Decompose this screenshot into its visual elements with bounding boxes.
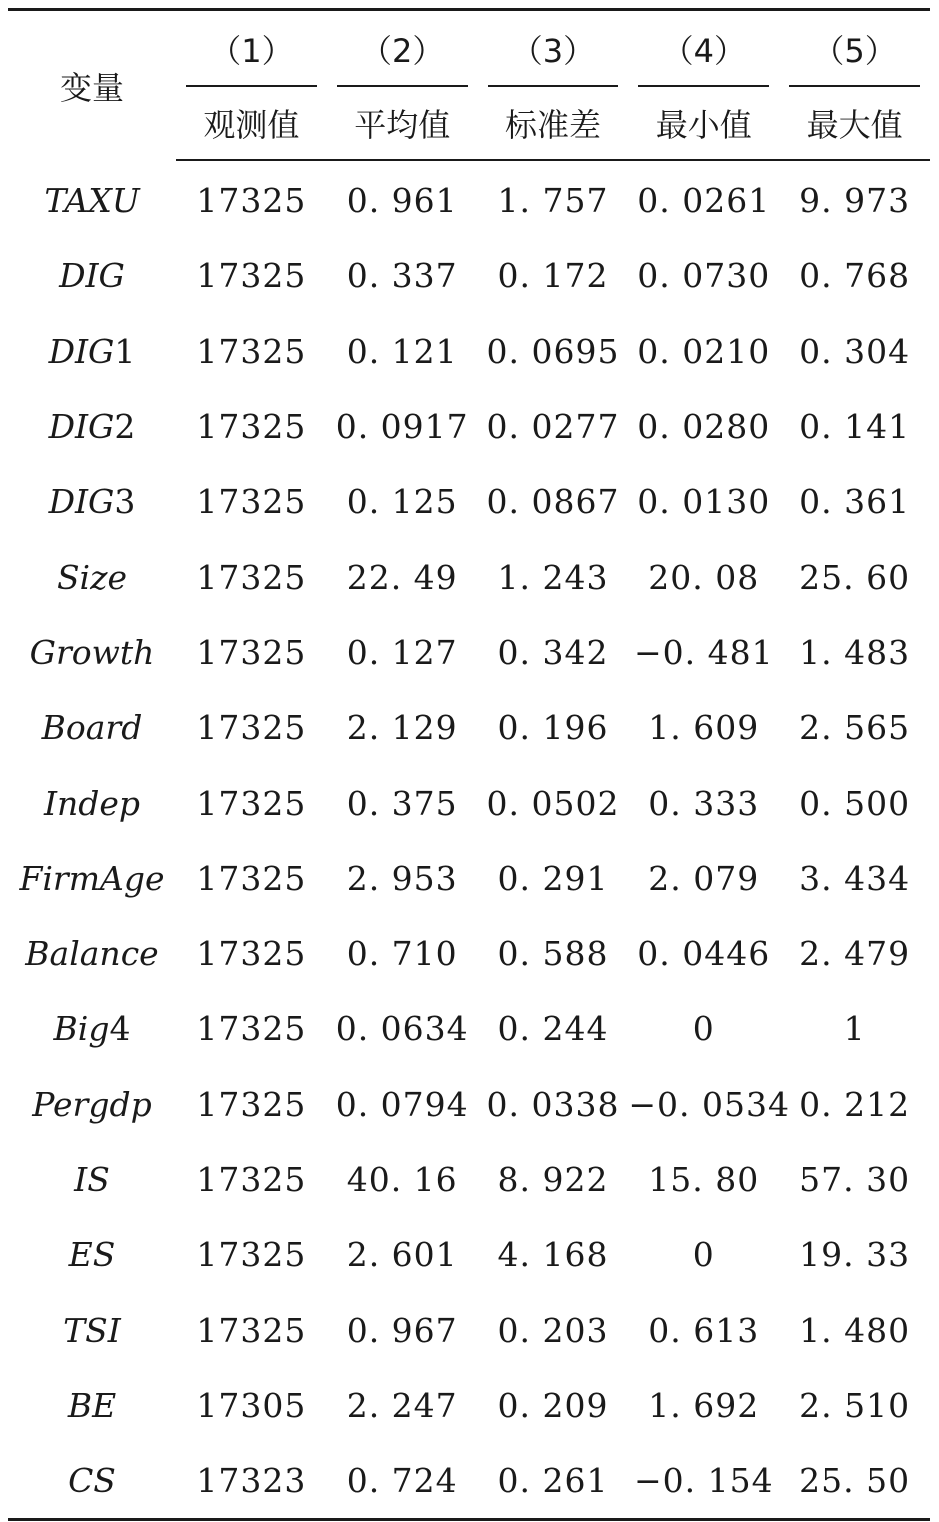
max-cell: 0. 768 [799,256,911,296]
min-cell: 0. 0446 [637,934,771,974]
variable-name-cell [8,841,176,916]
variable-name: Growth [29,632,155,672]
min-cell: 0. 0130 [637,482,771,522]
max-cell: 57. 30 [799,1160,911,1199]
observations-cell: 17325 [196,1310,307,1350]
min-cell: 1. 609 [648,708,760,748]
max-cell: 9. 973 [799,181,911,221]
std-dev-cell: 0. 0277 [486,407,620,447]
variable-name: BE [67,1385,117,1425]
max-cell: 0. 141 [799,407,911,447]
variable-name: Balance [25,934,159,974]
std-dev-cell: 0. 588 [497,934,609,974]
mean-cell: 0. 121 [346,331,458,371]
mean-cell: 40. 16 [346,1160,458,1199]
min-cell: 0. 613 [648,1310,760,1350]
column-index-1-text: （1） [209,32,294,70]
variable-name: CS [68,1461,116,1501]
std-dev-cell: 0. 0867 [486,482,620,522]
variable-name-cell [8,160,176,238]
min-cell: −0. 0534 [628,1084,790,1124]
variable-name: Indep [43,783,141,823]
min-cell: 0. 333 [648,783,760,823]
variable-name-cell [8,1067,176,1142]
variable-suffix: 2 [114,407,136,447]
observations-cell: 17325 [196,708,307,748]
observations-cell: 17325 [196,1009,307,1049]
variable-name-cell [8,1142,176,1217]
variable-name-cell [8,1292,176,1367]
table-row [8,1217,930,1292]
variable-suffix: 3 [114,482,136,522]
max-cell: 2. 565 [799,708,911,748]
mean-cell: 0. 0794 [335,1084,469,1124]
table-row [8,389,930,464]
table-row [8,1067,930,1142]
mean-cell: 0. 127 [346,632,458,672]
std-dev-cell: 8. 922 [497,1160,609,1199]
min-cell: 0. 0280 [637,407,771,447]
variable-name-cell [8,615,176,690]
variable-name-cell [8,464,176,539]
mean-cell: 0. 375 [346,783,458,823]
variable-name: FirmAge [19,858,165,898]
observations-cell: 17325 [196,407,307,447]
column-label-max: 最大值 [779,87,930,160]
mean-cell: 2. 247 [346,1385,458,1425]
column-label-mean: 平均值 [327,87,478,160]
variable-name-cell [8,389,176,464]
descriptive-statistics-table [8,8,930,1521]
column-label-std-dev: 标准差 [478,87,629,160]
std-dev-cell: 0. 0338 [486,1084,620,1124]
observations-cell: 17325 [196,181,307,221]
variable-name: Pergdp [32,1084,152,1124]
std-dev-cell: 1. 757 [497,181,609,221]
variable-name: TSI [63,1310,121,1350]
min-cell: 1. 692 [648,1385,760,1425]
max-cell: 2. 510 [799,1385,911,1425]
max-cell: 1. 480 [799,1310,911,1350]
table-header [8,10,930,161]
mean-cell: 22. 49 [346,557,458,597]
max-cell: 0. 212 [799,1084,911,1124]
std-dev-cell: 0. 203 [497,1310,609,1350]
max-cell: 0. 361 [799,482,911,522]
min-cell: 0. 0210 [637,331,771,371]
max-cell: 25. 60 [799,557,911,597]
variable-name: DIG [48,482,115,522]
observations-cell: 17325 [196,1235,307,1275]
table-row [8,238,930,313]
observations-cell: 17325 [196,331,307,371]
mean-cell: 0. 710 [346,934,458,974]
variable-name: Big [53,1009,110,1049]
mean-cell: 0. 967 [346,1310,458,1350]
variable-suffix: 1 [114,331,136,371]
variable-name: DIG [48,331,115,371]
column-index-3-text: （3） [510,32,596,70]
std-dev-cell: 0. 291 [497,858,609,898]
table-row [8,690,930,765]
column-index-2 [327,10,478,88]
table-row [8,615,930,690]
std-dev-cell: 0. 209 [497,1385,609,1425]
max-cell: 1 [843,1009,866,1049]
mean-cell: 0. 125 [346,482,458,522]
variable-name-cell [8,916,176,991]
table-body [8,160,930,1520]
column-index-1 [176,10,327,88]
std-dev-cell: 1. 243 [497,557,609,597]
variable-suffix: 4 [109,1009,131,1049]
std-dev-cell: 0. 244 [497,1009,609,1049]
table-row [8,1368,930,1443]
table-row [8,539,930,614]
table-row [8,991,930,1066]
column-index-5 [779,10,930,88]
observations-cell: 17305 [196,1385,307,1425]
min-cell: −0. 481 [633,632,774,672]
mean-cell: 0. 961 [346,181,458,221]
min-cell: −0. 154 [628,1443,779,1520]
column-index-3 [478,10,629,88]
variable-name-cell [8,1217,176,1292]
mean-cell: 0. 0634 [335,1009,469,1049]
min-cell: 20. 08 [648,557,760,597]
mean-cell: 2. 953 [346,858,458,898]
std-dev-cell: 0. 0502 [486,783,620,823]
max-cell: 1. 483 [799,632,911,672]
header-row-index [8,10,930,88]
observations-cell: 17325 [196,632,307,672]
table-row [8,1292,930,1367]
std-dev-cell: 0. 196 [497,708,609,748]
mean-cell: 2. 129 [346,708,458,748]
variable-name: DIG [48,407,115,447]
observations-cell: 17325 [196,783,307,823]
std-dev-cell: 0. 342 [497,632,609,672]
observations-cell: 17323 [176,1443,327,1520]
std-dev-cell: 4. 168 [497,1235,609,1275]
max-cell: 19. 33 [799,1235,911,1275]
variable-name: IS [74,1160,110,1199]
column-label-observations: 观测值 [176,87,327,160]
variable-name-cell [8,765,176,840]
std-dev-cell: 0. 261 [478,1443,629,1520]
observations-cell: 17325 [196,256,307,296]
table-row [8,765,930,840]
max-cell: 0. 304 [799,331,911,371]
variable-name: DIG [59,256,125,296]
table-row [8,916,930,991]
variable-name: TAXU [44,180,140,220]
variable-name-cell [8,1443,176,1520]
column-index-4 [628,10,779,88]
observations-cell: 17325 [196,557,307,597]
table-row [8,1443,930,1520]
observations-cell: 17325 [196,482,307,522]
table-row [8,314,930,389]
min-cell: 0 [692,1009,715,1049]
min-cell: 0 [692,1235,715,1275]
variable-name: Size [56,557,128,597]
variable-name-cell [8,1368,176,1443]
std-dev-cell: 0. 0695 [486,331,620,371]
max-cell: 3. 434 [799,858,911,898]
min-cell: 0. 0730 [637,256,771,296]
observations-cell: 17325 [196,1084,307,1124]
variable-name: ES [68,1235,116,1275]
max-cell: 25. 50 [779,1443,930,1520]
table-row [8,464,930,539]
table-row [8,841,930,916]
table-row [8,160,930,238]
variable-name-cell [8,539,176,614]
min-cell: 0. 0261 [637,181,771,221]
std-dev-cell: 0. 172 [497,256,609,296]
column-index-5-text: （5） [812,32,897,70]
mean-cell: 0. 337 [346,256,458,296]
min-cell: 15. 80 [648,1160,760,1199]
table-row [8,1142,930,1217]
mean-cell: 0. 0917 [335,407,469,447]
variable-name-cell [8,991,176,1066]
max-cell: 2. 479 [799,934,911,974]
min-cell: 2. 079 [648,858,760,898]
max-cell: 0. 500 [799,783,911,823]
variable-name-cell [8,314,176,389]
column-label-min: 最小值 [628,87,779,160]
mean-cell: 2. 601 [346,1235,458,1275]
column-index-4-text: （4） [661,32,746,70]
mean-cell: 0. 724 [327,1443,478,1520]
variable-column-header: 变量 [8,10,176,161]
variable-name-cell [8,690,176,765]
observations-cell: 17325 [196,858,307,898]
observations-cell: 17325 [196,1160,307,1199]
column-index-2-text: （2） [360,32,445,70]
variable-name-cell [8,238,176,313]
observations-cell: 17325 [196,934,307,974]
variable-name: Board [41,708,143,748]
